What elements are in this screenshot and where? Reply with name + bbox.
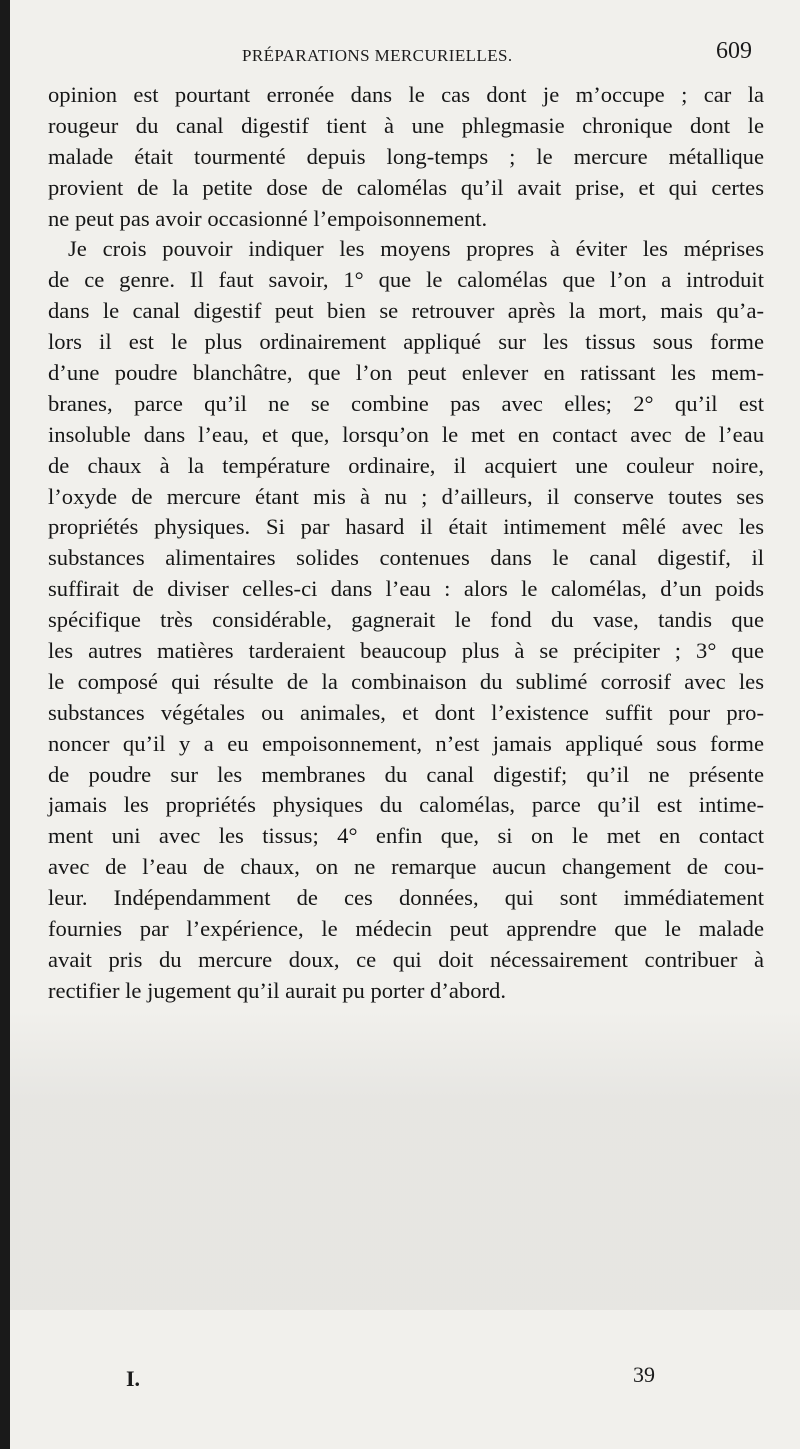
text-line: suffirait de diviser celles-ci dans l’eau : alors le calomélas, d’un poids bbox=[48, 576, 764, 602]
page-header bbox=[10, 34, 800, 74]
text-line: les autres matières tarderaient beaucoup plus à se précipiter ; 3° que bbox=[48, 638, 764, 664]
text-line: avec de l’eau de chaux, on ne remarque aucun changement de cou- bbox=[48, 854, 764, 880]
text-line: rougeur du canal digestif tient à une phlegmasie chronique dont le bbox=[48, 112, 764, 138]
text-line: de chaux à la température ordinaire, il acquiert une couleur noire, bbox=[48, 452, 764, 478]
text-line: fournies par l’expérience, le médecin peut apprendre que le malade bbox=[48, 916, 764, 942]
text-line: provient de la petite dose de calomélas qu’il avait prise, et qui certes bbox=[48, 174, 764, 200]
text-line: substances végétales ou animales, et dont l’existence suffit pour pro- bbox=[48, 699, 764, 725]
text-line: substances alimentaires solides contenues dans le canal digestif, il bbox=[48, 545, 764, 571]
text-line: malade était tourmenté depuis long-temps ; le mercure métallique bbox=[48, 143, 764, 169]
text-line: lors il est le plus ordinairement appliqué sur les tissus sous forme bbox=[48, 329, 764, 355]
page-number: 609 bbox=[716, 38, 752, 64]
running-title: PRÉPARATIONS MERCURIELLES. bbox=[242, 46, 513, 65]
text-line: le composé qui résulte de la combinaison du sublimé corrosif avec les bbox=[48, 668, 764, 694]
text-line: Je crois pouvoir indiquer les moyens propres à éviter les méprises bbox=[68, 236, 764, 262]
text-line: branes, parce qu’il ne se combine pas avec elles; 2° qu’il est bbox=[48, 390, 764, 416]
body-text bbox=[48, 80, 764, 1007]
text-line: rectifier le jugement qu’il aurait pu porter d’abord. bbox=[48, 977, 506, 1003]
text-line: ne peut pas avoir occasionné l’empoisonnement. bbox=[48, 205, 488, 231]
text-line: spécifique très considérable, gagnerait le fond du vase, tandis que bbox=[48, 607, 764, 633]
text-line: de ce genre. Il faut savoir, 1° que le calomélas que l’on a introduit bbox=[48, 267, 764, 293]
text-line: ment uni avec les tissus; 4° enfin que, si on le met en contact bbox=[48, 823, 764, 849]
text-line: leur. Indépendamment de ces données, qui sont immédiatement bbox=[48, 885, 764, 911]
book-page bbox=[10, 0, 800, 1449]
text-line: avait pris du mercure doux, ce qui doit nécessairement contribuer à bbox=[48, 946, 764, 972]
text-line: insoluble dans l’eau, et que, lorsqu’on le met en contact avec de l’eau bbox=[48, 421, 764, 447]
text-line: l’oxyde de mercure étant mis à nu ; d’ailleurs, il conserve toutes ses bbox=[48, 483, 764, 509]
signature-number: 39 bbox=[633, 1362, 655, 1387]
signature-mark: I. bbox=[126, 1366, 141, 1391]
text-line: jamais les propriétés physiques du calomélas, parce qu’il est intime- bbox=[48, 792, 764, 818]
text-line: noncer qu’il y a eu empoisonnement, n’est jamais appliqué sous forme bbox=[48, 730, 764, 756]
text-line: propriétés physiques. Si par hasard il était intimement mêlé avec les bbox=[48, 514, 764, 540]
text-line: dans le canal digestif peut bien se retrouver après la mort, mais qu’a- bbox=[48, 298, 764, 324]
text-line: de poudre sur les membranes du canal digestif; qu’il ne présente bbox=[48, 761, 764, 787]
show-through-area bbox=[10, 1010, 800, 1310]
text-line: d’une poudre blanchâtre, que l’on peut enlever en ratissant les mem- bbox=[48, 360, 764, 386]
text-line: opinion est pourtant erronée dans le cas dont je m’occupe ; car la bbox=[48, 82, 764, 107]
page-footer bbox=[10, 1360, 800, 1400]
